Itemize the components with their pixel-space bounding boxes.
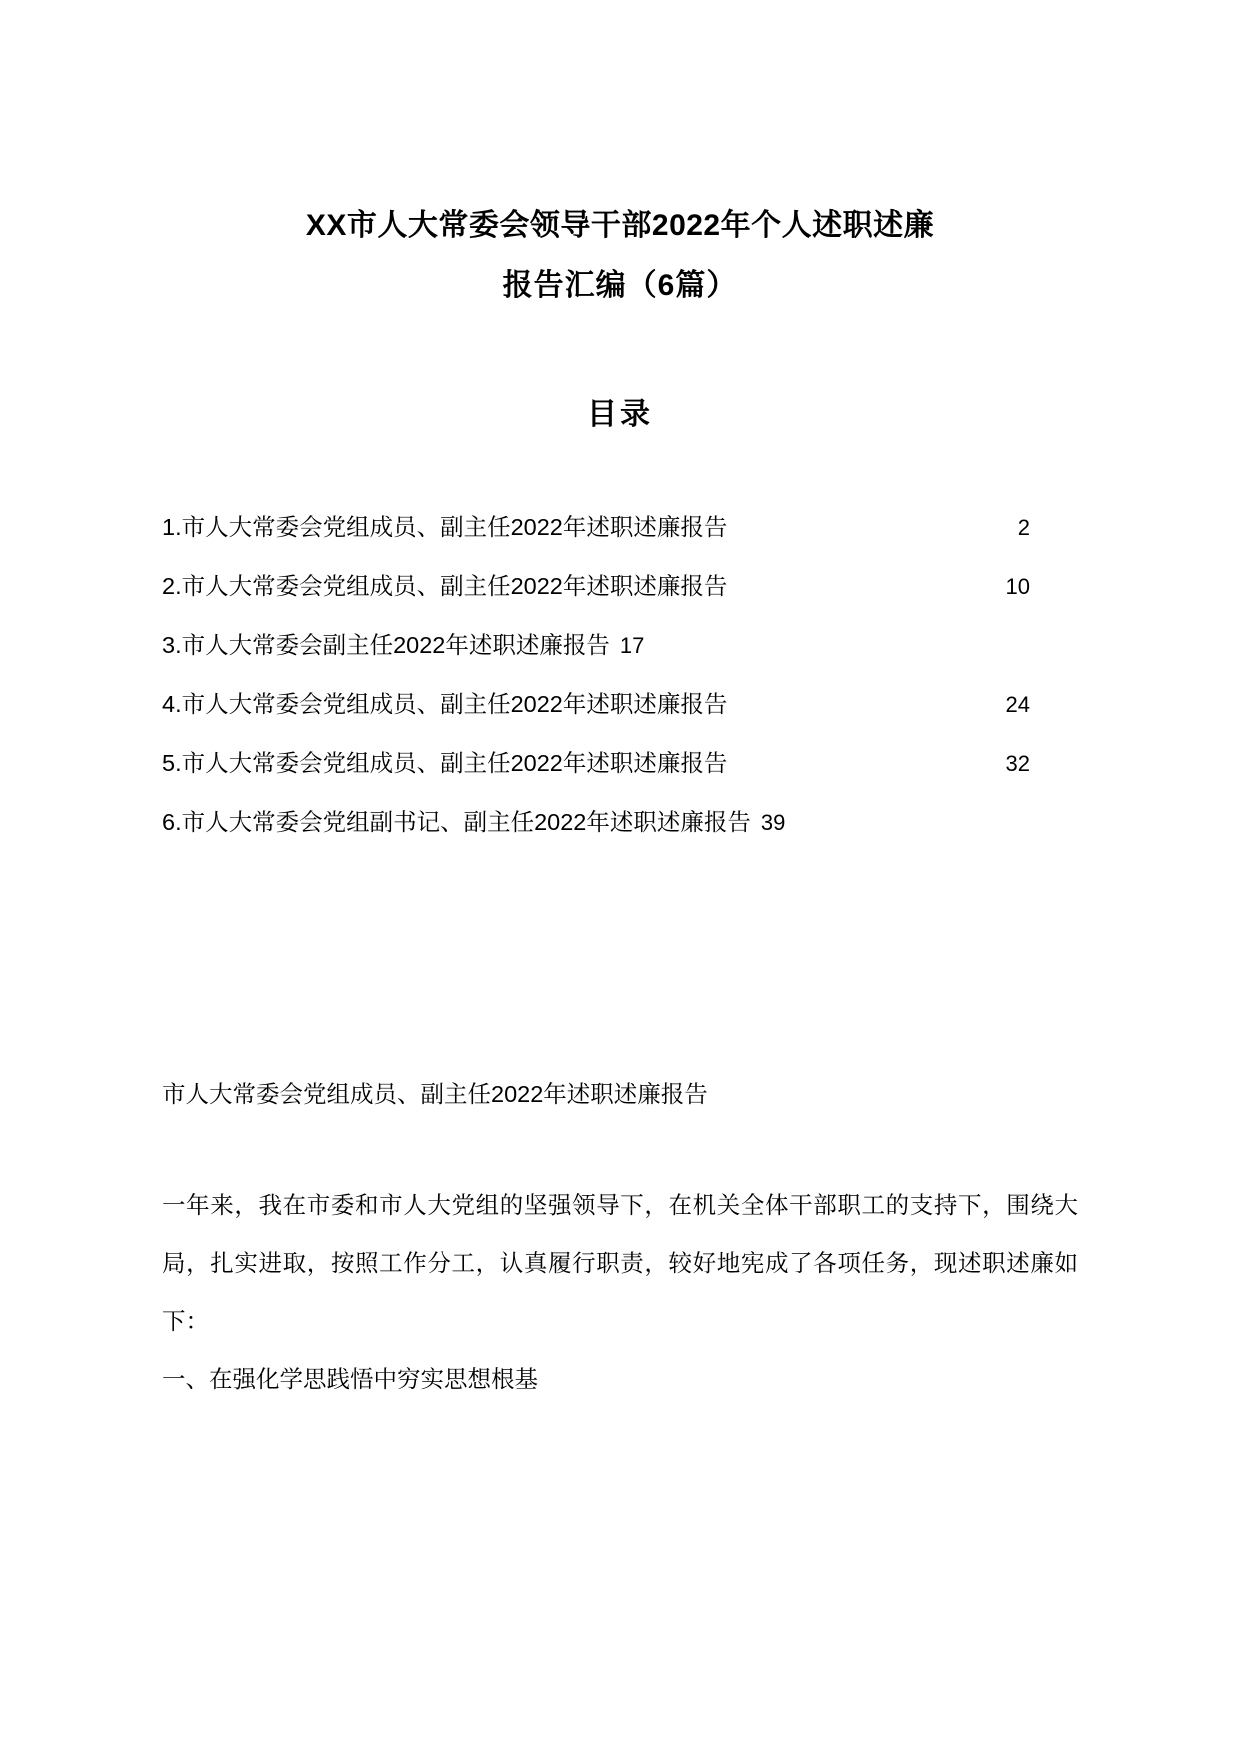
toc-entry-page-number: 10: [1005, 574, 1030, 599]
toc-entry[interactable]: [162, 675, 1078, 734]
toc-entry-label: 2.市人大常委会党组成员、副主任2022年述职述廉报告: [162, 573, 728, 599]
document-title-line-2: 报告汇编（6篇）: [502, 269, 738, 302]
toc-entry-label: 4.市人大常委会党组成员、副主任2022年述职述廉报告: [162, 691, 728, 717]
report-body-section: [162, 852, 1078, 1408]
toc-entry[interactable]: [162, 793, 1078, 852]
table-of-contents-list: [162, 436, 1078, 852]
report-subheading: 一、在强化学思践悟中穷实思想根基: [162, 1366, 538, 1392]
toc-entry-page-number: 39: [760, 810, 786, 835]
toc-entry-label: 3.市人大常委会副主任2022年述职述廉报告: [162, 632, 610, 658]
page-content: [162, 0, 1078, 1408]
document-title-line-1: XX市人大常委会领导干部2022年个人述职述廉: [305, 209, 935, 242]
toc-entry[interactable]: [162, 557, 1078, 616]
toc-entry-page-number: 24: [1005, 692, 1030, 717]
toc-entry-label: 6.市人大常委会党组副书记、副主任2022年述职述廉报告: [162, 809, 751, 835]
toc-entry[interactable]: [162, 734, 1078, 793]
toc-entry[interactable]: [162, 616, 1078, 675]
report-section-heading: 市人大常委会党组成员、副主任2022年述职述廉报告: [162, 1081, 708, 1107]
toc-entry-page-number: 32: [1005, 751, 1030, 776]
toc-entry-label: 5.市人大常委会党组成员、副主任2022年述职述廉报告: [162, 750, 728, 776]
toc-entry-page-number: 17: [619, 633, 645, 658]
toc-entry-label: 1.市人大常委会党组成员、副主任2022年述职述廉报告: [162, 514, 728, 540]
table-of-contents-heading: 目录: [587, 398, 653, 431]
report-paragraph: 一年来，我在市委和市人大党组的坚强领导下，在机关全体干部职工的支持下，围绕大局，扎实进取，按照工作分工，认真履行职责，较好地宪成了各项任务，现述职述廉如下：: [162, 1192, 1078, 1334]
toc-entry-page-number: 2: [1017, 515, 1030, 540]
document-title: [162, 0, 1078, 316]
toc-entry[interactable]: [162, 498, 1078, 557]
